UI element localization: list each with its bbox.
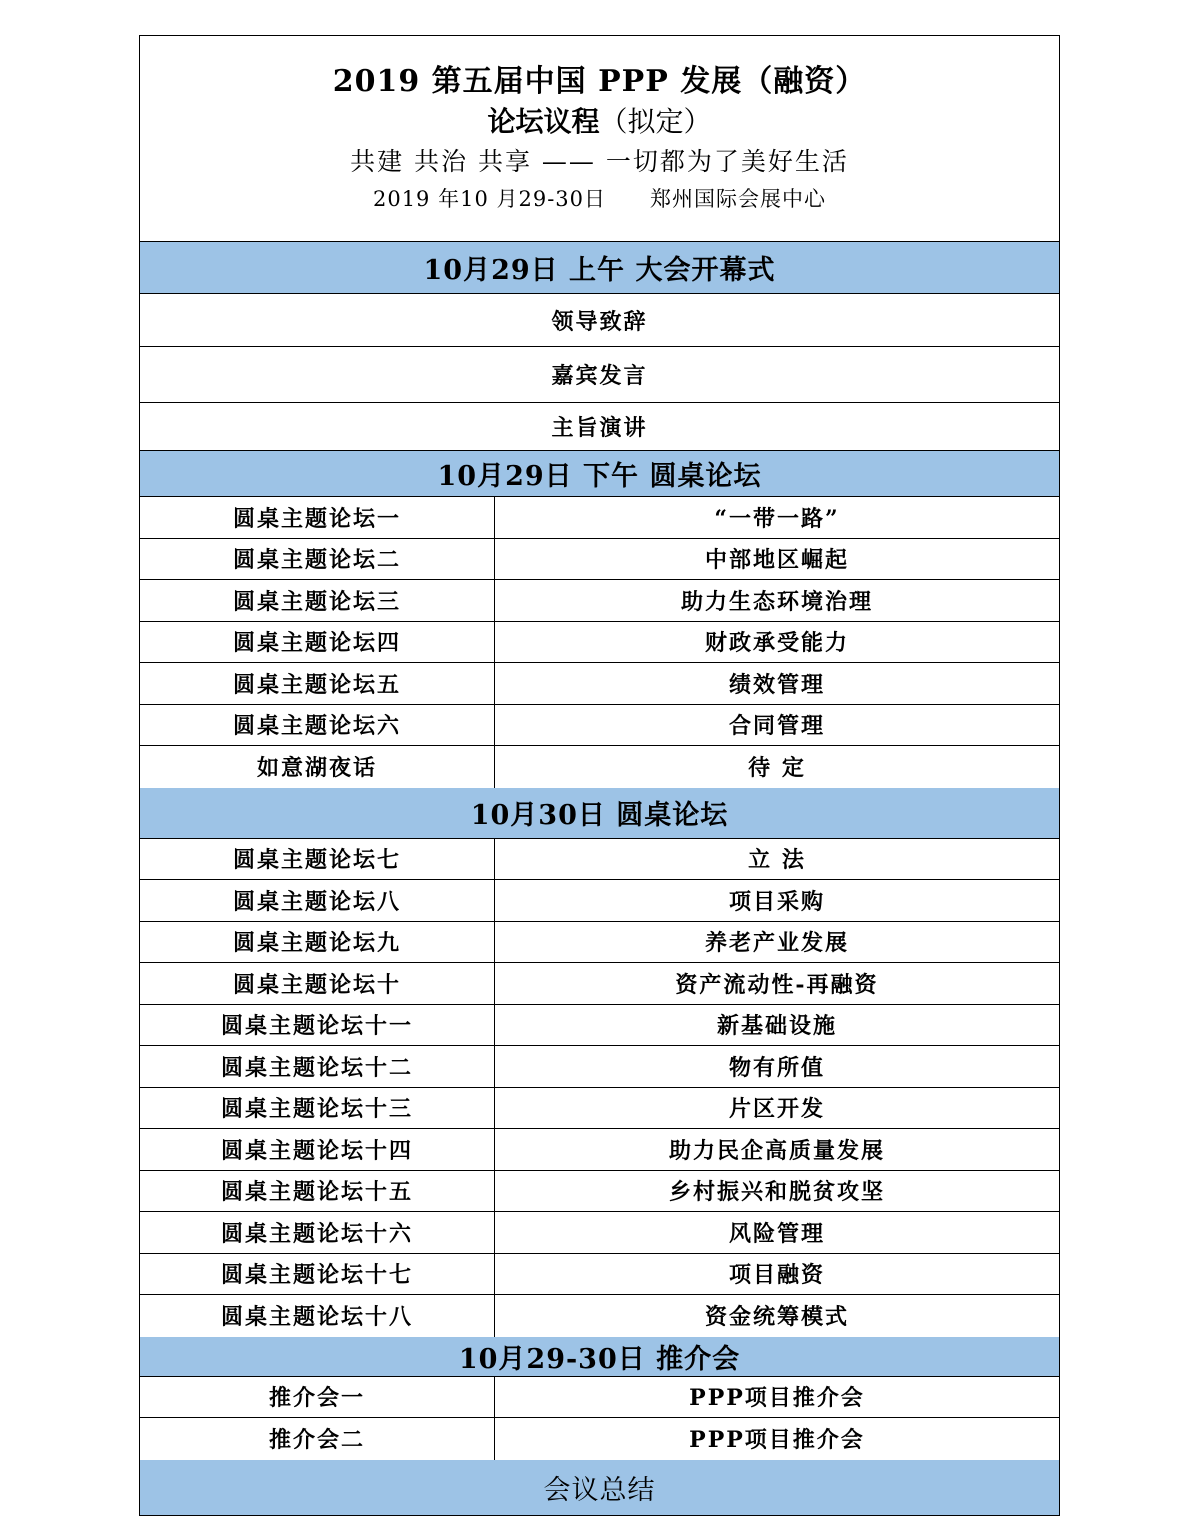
session-name: 圆桌主题论坛十 (140, 963, 495, 1004)
session-topic: 财政承受能力 (704, 630, 849, 657)
session-topic: 中部地区崛起 (704, 547, 849, 574)
session-topic: 新基础设施 (716, 1013, 837, 1040)
session-name: 圆桌主题论坛十三 (140, 1088, 495, 1129)
table-row (140, 1088, 1059, 1130)
session-name: 推介会二 (140, 1418, 495, 1460)
section-closing-header: 会议总结 (140, 1460, 1059, 1515)
table-row (140, 922, 1059, 964)
table-row (140, 1046, 1059, 1088)
session-name: 圆桌主题论坛八 (140, 880, 495, 921)
session-name: 圆桌主题论坛七 (140, 839, 495, 880)
section-day2-header: 10月30日 圆桌论坛 (140, 788, 1059, 839)
session-topic: 助力生态环境治理 (680, 588, 873, 615)
table-row (140, 1377, 1059, 1419)
session-name: 圆桌主题论坛十八 (140, 1295, 495, 1337)
agenda-header (140, 36, 1059, 242)
table-row (140, 1005, 1059, 1047)
session-topic: PPP项目推介会 (689, 1427, 865, 1454)
session-topic: 资金统筹模式 (704, 1304, 849, 1331)
table-row (140, 1171, 1059, 1213)
session-topic: 乡村振兴和脱贫攻坚 (668, 1179, 885, 1206)
session-name: 圆桌主题论坛十一 (140, 1005, 495, 1046)
session-name: 圆桌主题论坛六 (140, 705, 495, 746)
section-promo-header: 10月29-30日 推介会 (140, 1337, 1059, 1377)
table-row (140, 1418, 1059, 1460)
table-row (140, 1129, 1059, 1171)
session-name: 圆桌主题论坛三 (140, 580, 495, 621)
session-name: 推介会一 (140, 1377, 495, 1418)
session-name: 圆桌主题论坛十五 (140, 1171, 495, 1212)
table-row (140, 746, 1059, 788)
table-row (140, 963, 1059, 1005)
session-topic: “一带一路” (714, 505, 840, 532)
agenda-subtitle (140, 102, 1059, 142)
session-topic: 养老产业发展 (704, 930, 849, 957)
agenda-table (139, 35, 1060, 1516)
agenda-title: 2019 第五届中国 PPP 发展（融资） (332, 64, 867, 99)
table-row (140, 1295, 1059, 1337)
session-name: 圆桌主题论坛四 (140, 622, 495, 663)
table-row (140, 539, 1059, 581)
session-name: 圆桌主题论坛五 (140, 663, 495, 704)
session-name: 圆桌主题论坛二 (140, 539, 495, 580)
session-name: 圆桌主题论坛十六 (140, 1212, 495, 1253)
table-row (140, 622, 1059, 664)
session-topic: 立 法 (748, 847, 806, 874)
afternoon-rows (140, 497, 1059, 788)
table-row (140, 497, 1059, 539)
day2-rows (140, 839, 1059, 1337)
session-name: 圆桌主题论坛十四 (140, 1129, 495, 1170)
table-row (140, 1254, 1059, 1296)
table-row (140, 880, 1059, 922)
session-topic: 助力民企高质量发展 (668, 1137, 885, 1164)
session-name: 圆桌主题论坛一 (140, 497, 495, 538)
promo-rows (140, 1377, 1059, 1460)
session-topic: 待 定 (748, 755, 806, 782)
agenda-subtitle-paren: （拟定） (599, 105, 712, 138)
session-topic: 资产流动性-再融资 (675, 971, 879, 998)
opening-item: 主旨演讲 (140, 403, 1059, 451)
section-afternoon-header: 10月29日 下午 圆桌论坛 (140, 451, 1059, 497)
opening-item: 领导致辞 (140, 294, 1059, 347)
session-name: 圆桌主题论坛十二 (140, 1046, 495, 1087)
session-topic: 项目融资 (728, 1262, 825, 1289)
session-topic: 绩效管理 (728, 671, 825, 698)
opening-item: 嘉宾发言 (140, 347, 1059, 403)
session-topic: 风险管理 (728, 1220, 825, 1247)
session-topic: 项目采购 (728, 888, 825, 915)
session-name: 如意湖夜话 (140, 746, 495, 788)
table-row (140, 663, 1059, 705)
section-opening-header: 10月29日 上午 大会开幕式 (140, 242, 1059, 294)
agenda-subtitle-main: 论坛议程 (487, 105, 600, 138)
table-row (140, 705, 1059, 747)
session-name: 圆桌主题论坛十七 (140, 1254, 495, 1295)
table-row (140, 580, 1059, 622)
session-topic: 片区开发 (728, 1096, 825, 1123)
session-topic: 合同管理 (728, 713, 825, 740)
session-topic: PPP项目推介会 (689, 1385, 865, 1412)
table-row (140, 839, 1059, 881)
session-name: 圆桌主题论坛九 (140, 922, 495, 963)
session-topic: 物有所值 (728, 1054, 825, 1081)
agenda-date-venue: 2019 年10 月29-30日 郑州国际会展中心 (372, 187, 827, 211)
table-row (140, 1212, 1059, 1254)
agenda-slogan: 共建 共治 共享 —— 一切都为了美好生活 (350, 147, 849, 176)
